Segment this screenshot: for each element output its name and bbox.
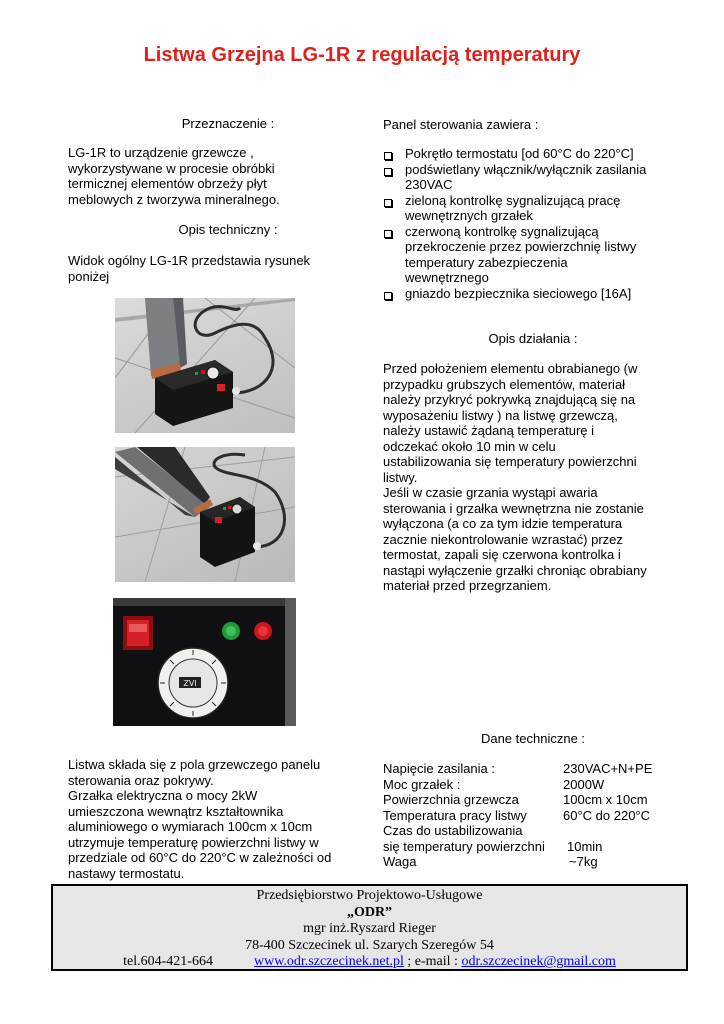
email-link[interactable]: odr.szczecinek@gmail.com — [461, 954, 616, 970]
company-brand: „ODR” — [346, 904, 393, 920]
text-line: przedziale od 60°C do 220°C w zależności od — [68, 850, 332, 865]
table-cell-value: 10min — [567, 838, 603, 854]
list-item — [383, 224, 683, 286]
text-line: Grzałka elektryczna o mocy 2kW — [68, 788, 258, 803]
table-cell-label: się temperatury powierzchni — [383, 838, 545, 854]
table-cell-value: 60°C do 220°C — [563, 807, 651, 823]
text-line: wykorzystywane w procesie obróbki — [68, 160, 275, 176]
text-line: Pokrętło termostatu [od 60°C do 220°C] — [405, 146, 634, 161]
table-row — [383, 808, 683, 824]
device-photo-1-image — [115, 298, 295, 433]
text-line: wyłączona (a co za tym idzie temperatura — [383, 516, 623, 531]
company-name: Przedsiębiorstwo Projektowo-Usługowe — [256, 888, 483, 903]
list-item — [383, 286, 683, 302]
table-row — [383, 839, 683, 855]
control-panel-photo-image — [113, 598, 296, 726]
overview-text — [68, 253, 368, 284]
text-line: Listwa składa się z pola grzewczego panelu — [68, 757, 321, 772]
text-line: należy ustawić żądaną temperaturę i — [383, 423, 595, 438]
text-line: LG-1R to urządzenie grzewcze , — [68, 145, 254, 160]
table-cell-value: 2000W — [563, 776, 605, 792]
control-panel-photo — [113, 598, 296, 726]
text-line: temperatury zabezpieczenia — [405, 254, 568, 270]
contact-line — [53, 954, 686, 971]
text-line: Widok ogólny LG-1R przedstawia rysunek — [68, 253, 311, 268]
table-cell-value: 100cm x 10cm — [563, 792, 648, 807]
tech-data-heading: Dane techniczne : — [480, 731, 586, 746]
text-line: 230VAC — [405, 177, 453, 192]
text-line: wewnętrznego — [405, 270, 489, 285]
text-line: nastawy termostatu. — [68, 865, 185, 881]
table-cell-label: Powierzchnia grzewcza — [383, 792, 519, 807]
device-photo-2-image — [115, 447, 295, 582]
table-row — [383, 761, 683, 777]
email-label: ; e-mail : — [403, 954, 462, 970]
contact-person: mgr inż.Ryszard Rieger — [303, 921, 436, 937]
purpose-text — [68, 145, 368, 207]
phone-number: tel.604-421-664 — [123, 954, 213, 970]
table-row — [383, 777, 683, 793]
table-cell-value: 230VAC+N+PE — [563, 761, 653, 776]
text-line: podświetlany włącznik/wyłącznik zasilania — [405, 161, 647, 177]
text-line: aluminiowego o wymiarach 100cm x 10cm — [68, 819, 313, 834]
list-item — [383, 193, 683, 224]
device-photo-2 — [115, 447, 295, 582]
text-line: czerwoną kontrolkę sygnalizującą — [405, 223, 599, 239]
list-item — [383, 146, 683, 162]
text-line: odczekać około 10 min w celu — [383, 438, 556, 454]
text-line: przekroczenie przez powierzchnię listwy — [405, 239, 637, 254]
panel-heading: Panel sterowania zawiera : — [383, 117, 539, 132]
table-row — [383, 854, 683, 870]
text-line: sterowania i grzałka wewnętrzna nie zostanie — [383, 500, 644, 516]
operation-heading: Opis działania : — [488, 331, 578, 346]
table-row — [383, 823, 683, 839]
text-line: meblowych z tworzywa mineralnego. — [68, 191, 280, 207]
text-line: wyposażeniu listwy ) na listwę grzewczą, — [383, 407, 618, 423]
text-line: Przed położeniem elementu obrabianego (w — [383, 361, 638, 376]
text-line: umieszczona wewnątrz kształtownika — [68, 803, 284, 819]
text-line: zieloną kontrolkę sygnalizującą pracę — [405, 192, 621, 208]
text-line: Jeśli w czasie grzania wystąpi awaria — [383, 485, 598, 500]
text-line: nastąpi wyłączenie grzałki chroniąc obrabiany — [383, 562, 647, 578]
table-cell-label: Temperatura pracy listwy — [383, 807, 527, 823]
text-line: zacznie niekontrolowanie wzrastać) przez — [383, 531, 623, 547]
text-line: ustabilizowania się temperatury powierzchni — [383, 454, 637, 469]
text-line: termicznej elementów obrzeży płyt — [68, 176, 267, 191]
list-item — [383, 162, 683, 193]
panel-list — [383, 146, 683, 301]
company-address: 78-400 Szczecinek ul. Szarych Szeregów 54 — [245, 937, 494, 953]
text-line: przypadku grubszych elementów, materiał — [383, 376, 626, 392]
text-line: listwy. — [383, 469, 418, 485]
website-link[interactable]: www.odr.szczecinek.net.pl — [253, 954, 404, 970]
purpose-heading: Przeznaczenie : — [181, 116, 275, 131]
company-footer — [51, 884, 688, 971]
tech-data-table — [383, 761, 683, 870]
table-cell-label: Napięcie zasilania : — [383, 761, 496, 776]
table-cell-label: Moc grzałek : — [383, 776, 461, 792]
text-line: materiał przed przegrzaniem. — [383, 578, 552, 593]
table-cell-value: ~7kg — [569, 854, 598, 869]
device-photo-1 — [115, 298, 295, 433]
text-line: utrzymuje temperaturę powierzchni listwy w — [68, 834, 319, 850]
table-cell-label: Waga — [383, 854, 417, 869]
text-line: termostat, zapali się czerwona kontrolka i — [383, 547, 621, 562]
document-title: Listwa Grzejna LG-1R z regulacją temperatury — [143, 44, 581, 66]
text-line: wewnętrznych grzałek — [405, 208, 533, 223]
table-cell-label: Czas do ustabilizowania — [383, 823, 523, 838]
text-line: sterowania oraz pokrywy. — [68, 772, 214, 788]
text-line: gniazdo bezpiecznika sieciowego [16A] — [405, 285, 632, 301]
text-line: poniżej — [68, 268, 110, 284]
tech-heading: Opis techniczny : — [178, 222, 278, 237]
description-text — [68, 757, 368, 881]
operation-text — [383, 361, 683, 594]
text-line: należy przykryć pokrywką znajdującą się na — [383, 392, 636, 407]
dial-label: ZVI — [183, 679, 197, 688]
table-row — [383, 792, 683, 808]
